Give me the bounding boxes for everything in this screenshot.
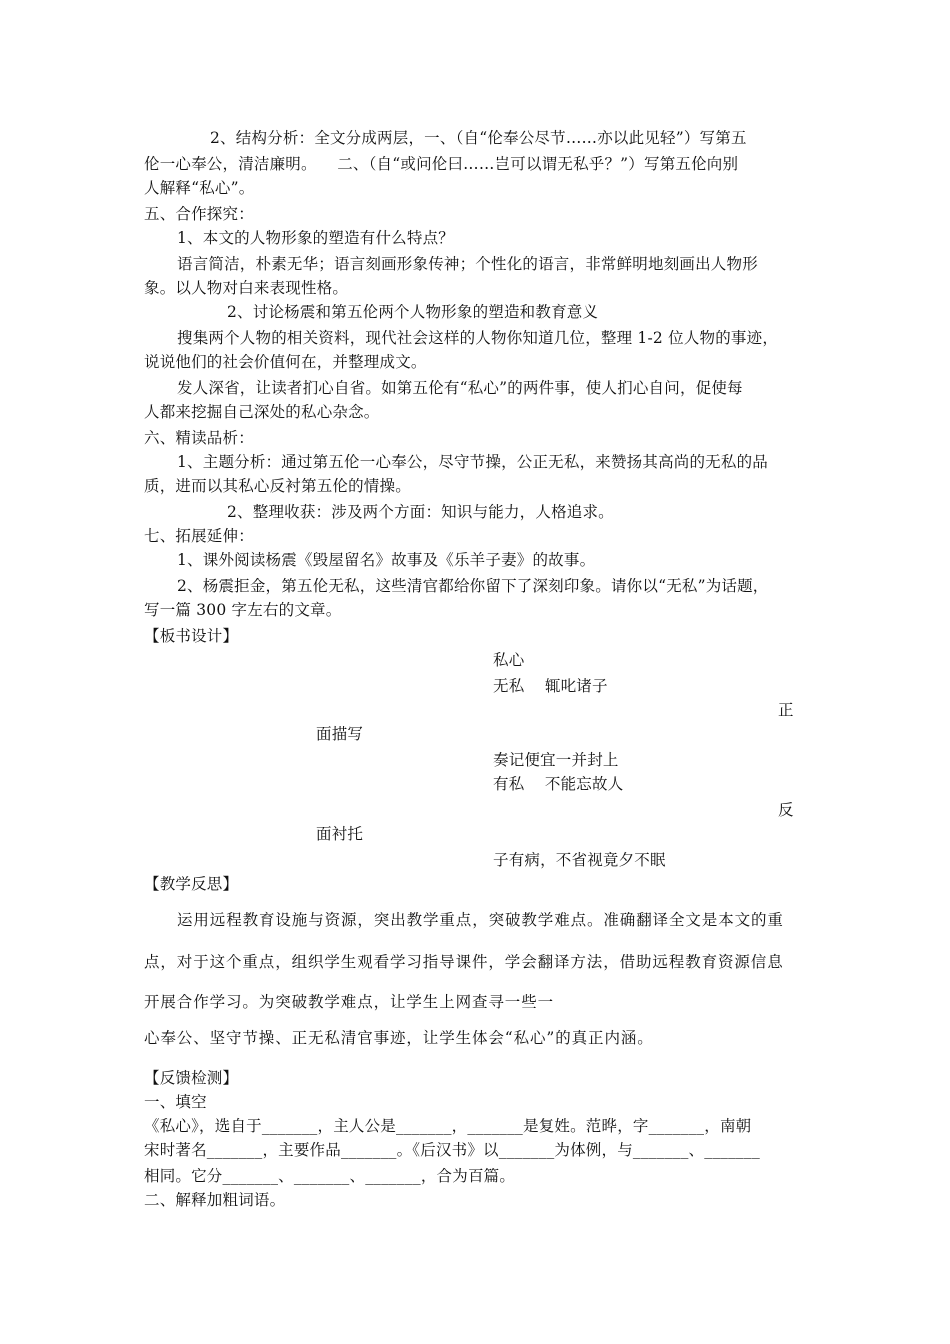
explain-words-heading: 二、解释加粗词语。 — [144, 1191, 286, 1209]
section-5-answer-3-line-2: 人都来挖掘自己深处的私心杂念。 — [144, 403, 380, 421]
board-title: 私心 — [493, 651, 525, 669]
reflection-line-4: 心奉公、坚守节操、正无私清官事迹，让学生体会“私心”的真正内涵。 — [144, 1029, 654, 1047]
section-6-item-1-line-1: 1、主题分析：通过第五伦一心奉公，尽守节操，公正无私，来赞扬其高尚的无私的品 — [177, 453, 768, 471]
section-5-heading: 五、合作探究： — [144, 205, 254, 223]
board-mian-chentuo: 面衬托 — [316, 825, 364, 843]
structure-line-3: 人解释“私心”。 — [144, 179, 255, 197]
section-5-answer-2-line-1: 搜集两个人物的相关资料，现代社会这样的人物你知道几位，整理 1-2 位人物的事迹， — [177, 329, 779, 347]
section-5-question-2: 2、讨论杨震和第五伦两个人物形象的塑造和教育意义 — [227, 303, 599, 321]
board-zouji: 奏记便宜一并封上 — [493, 751, 619, 769]
fill-blank-line-3: 相同。它分_______、_______、_______，合为百篇。 — [144, 1167, 516, 1185]
board-yousi: 有私 不能忘故人 — [493, 775, 624, 793]
structure-line-1: 2、结构分析：全文分成两层，一、（自“伦奉公尽节……亦以此见轻”）写第五 — [210, 129, 747, 147]
reflection-heading: 【教学反思】 — [144, 875, 239, 893]
board-zibing: 子有病，不省视竟夕不眠 — [493, 851, 666, 869]
board-fan: 反 — [778, 801, 794, 819]
section-7-heading: 七、拓展延伸： — [144, 527, 254, 545]
section-7-item-2-line-2: 写一篇 300 字左右的文章。 — [144, 601, 342, 619]
reflection-line-3: 开展合作学习。为突破教学难点，让学生上网查寻一些一 — [144, 993, 555, 1011]
board-zheng: 正 — [778, 701, 794, 719]
fill-blank-heading: 一、填空 — [144, 1093, 207, 1111]
section-5-question-1: 1、本文的人物形象的塑造有什么特点？ — [177, 229, 454, 247]
section-5-answer-1-line-1: 语言简洁，朴素无华；语言刻画形象传神；个性化的语言，非常鲜明地刻画出人物形 — [177, 255, 758, 273]
board-wusi: 无私 辄叱诸子 — [493, 677, 608, 695]
feedback-heading: 【反馈检测】 — [144, 1069, 239, 1087]
section-5-answer-1-line-2: 象。以人物对白来表现性格。 — [144, 279, 349, 297]
board-mian-miaoxie: 面描写 — [316, 725, 364, 743]
section-7-item-2-line-1: 2、杨震拒金，第五伦无私，这些清官都给你留下了深刻印象。请你以“无私”为话题， — [177, 577, 769, 595]
reflection-line-2: 点，对于这个重点，组织学生观看学习指导课件，学会翻译方法，借助远程教育资源信息 — [144, 953, 784, 971]
section-7-item-1: 1、课外阅读杨震《毁屋留名》故事及《乐羊子妻》的故事。 — [177, 551, 596, 569]
section-5-answer-3-line-1: 发人深省，让读者扪心自省。如第五伦有“私心”的两件事，使人扪心自问，促使每 — [177, 379, 743, 397]
section-6-item-1-line-2: 质，进而以其私心反衬第五伦的情操。 — [144, 477, 411, 495]
section-5-answer-2-line-2: 说说他们的社会价值何在，并整理成文。 — [144, 353, 427, 371]
section-6-heading: 六、精读品析： — [144, 429, 254, 447]
fill-blank-line-1: 《私心》，选自于_______，主人公是_______，_______是复姓。范晔，字_______，南朝 — [144, 1117, 752, 1135]
structure-line-2: 伦一心奉公，清洁廉明。 二、（自“或问伦曰……岂可以谓无私乎？”）写第五伦向别 — [144, 155, 739, 173]
fill-blank-line-2: 宋时著名_______，主要作品_______。《后汉书》以_______为体例，与_______、_______ — [144, 1141, 760, 1159]
reflection-line-1: 运用远程教育设施与资源，突出教学重点，突破教学难点。准确翻译全文是本文的重 — [177, 911, 784, 929]
board-design-heading: 【板书设计】 — [144, 627, 239, 645]
section-6-item-2: 2、整理收获：涉及两个方面：知识与能力，人格追求。 — [227, 503, 614, 521]
